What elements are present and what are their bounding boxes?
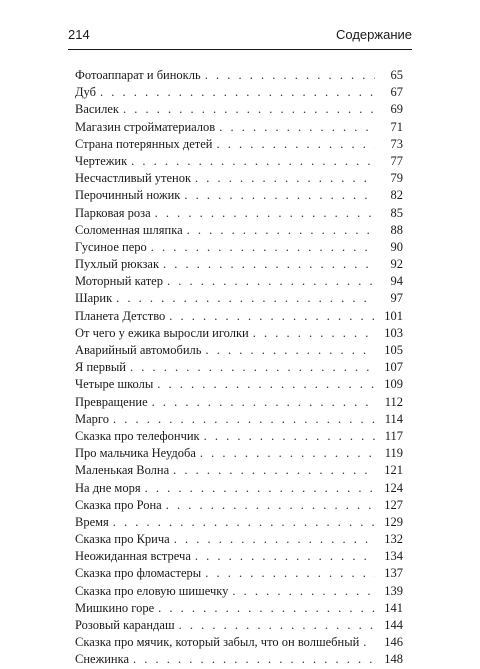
toc-entry <box>75 153 403 170</box>
toc-entry-title: Планета Детство <box>75 308 166 323</box>
dot-leader <box>152 394 375 411</box>
toc-entry <box>75 239 403 256</box>
toc-entry-page: 77 <box>390 153 403 168</box>
toc-entry <box>75 445 403 462</box>
toc-entry-page: 69 <box>390 102 403 117</box>
toc-entry-title: Дуб <box>75 85 96 100</box>
dot-leader <box>217 136 376 153</box>
toc-entry-title: От чего у ежика выросли иголки <box>75 325 249 340</box>
toc-entry-page: 139 <box>384 583 403 598</box>
toc-entry-page: 127 <box>384 497 403 512</box>
toc-entry-title: Парковая роза <box>75 205 151 220</box>
toc-entry <box>75 548 403 565</box>
toc-entry <box>75 462 403 479</box>
toc-entry-page: 121 <box>384 463 403 478</box>
toc-entry-title: Мишкино горе <box>75 600 155 615</box>
toc-entry-page: 134 <box>384 549 403 564</box>
toc-entry <box>75 480 403 497</box>
toc-entry-page: 92 <box>390 257 403 272</box>
toc-entry-page: 119 <box>384 446 403 461</box>
dot-leader <box>173 462 375 479</box>
toc-entry-page: 79 <box>390 171 403 186</box>
dot-leader <box>131 153 375 170</box>
toc-entry-title: Сказка про телефончик <box>75 428 200 443</box>
toc-entry <box>75 531 403 548</box>
toc-entry-page: 73 <box>390 136 403 151</box>
toc-entry-title: Несчастливый утенок <box>75 171 192 186</box>
dot-leader <box>157 376 375 393</box>
toc-entry <box>75 308 403 325</box>
dot-leader <box>169 308 375 325</box>
toc-entry <box>75 428 403 445</box>
dot-leader <box>113 411 375 428</box>
toc-entry-page: 144 <box>384 618 403 632</box>
toc-entry <box>75 497 403 514</box>
toc-entry-title: Шарик <box>75 291 113 306</box>
toc-entry <box>75 67 403 84</box>
toc-entry-page: 90 <box>390 239 403 254</box>
dot-leader <box>145 480 375 497</box>
toc-entry-title: Сказка про мячик, который забыл, что он волшебный <box>75 635 360 650</box>
page-header <box>68 27 412 45</box>
dot-leader <box>205 67 375 84</box>
toc-entry-page: 65 <box>390 68 403 82</box>
toc-entry-title: Розовый карандаш <box>75 618 175 632</box>
dot-leader <box>174 531 375 548</box>
toc-entry-title: Сказка про фломастеры <box>75 566 202 581</box>
toc-entry-title: Чертежик <box>75 153 128 168</box>
toc-entry-title: Сказка про Рона <box>75 497 162 512</box>
toc-entry <box>75 205 403 222</box>
toc-entry-page: 109 <box>384 377 403 392</box>
toc-entry-title: Перочинный ножик <box>75 188 181 203</box>
toc-entry-page: 148 <box>384 652 403 667</box>
dot-leader <box>113 514 375 531</box>
toc-entry-title: Сказка про Крича <box>75 532 170 547</box>
dot-leader <box>195 548 375 565</box>
toc-entry <box>75 651 403 668</box>
toc-entry <box>75 84 403 101</box>
toc-entry-page: 146 <box>384 635 403 650</box>
dot-leader <box>200 445 375 462</box>
toc-entry-title: Марго <box>75 411 109 426</box>
dot-leader <box>123 101 375 118</box>
toc-entry-page: 137 <box>384 566 403 581</box>
dot-leader <box>179 617 375 634</box>
toc-entry <box>75 222 403 239</box>
toc-entry-page: 114 <box>384 411 403 426</box>
toc-entry-title: Моторный катер <box>75 274 163 289</box>
toc-entry-page: 124 <box>384 480 403 495</box>
dot-leader <box>232 583 375 600</box>
toc-entry-page: 97 <box>390 291 403 306</box>
dot-leader <box>130 359 375 376</box>
toc-entry-page: 117 <box>384 428 403 443</box>
toc-entry <box>75 170 403 187</box>
toc-entry-title: Четыре школы <box>75 377 154 392</box>
toc-entry-title: Фотоаппарат и бинокль <box>75 68 201 82</box>
dot-leader <box>205 565 375 582</box>
toc-entry-title: Снежинка <box>75 652 130 667</box>
toc-entry <box>75 617 403 634</box>
table-of-contents <box>75 67 403 669</box>
toc-entry-page: 71 <box>390 119 403 134</box>
dot-leader <box>163 256 375 273</box>
toc-entry-page: 129 <box>384 514 403 529</box>
toc-entry-title: Василек <box>75 102 119 117</box>
toc-entry-title: Пухлый рюкзак <box>75 257 160 272</box>
toc-entry-title: Про мальчика Неудоба <box>75 446 196 461</box>
dot-leader <box>187 222 375 239</box>
dot-leader <box>151 239 375 256</box>
toc-entry <box>75 514 403 531</box>
page-number: 214 <box>68 27 90 42</box>
dot-leader <box>205 342 375 359</box>
toc-entry <box>75 600 403 617</box>
toc-entry-title: Магазин стройматериалов <box>75 119 216 134</box>
toc-entry <box>75 634 403 651</box>
toc-entry <box>75 565 403 582</box>
toc-entry-title: Гусиное перо <box>75 239 147 254</box>
section-title: Содержание <box>336 27 412 42</box>
dot-leader <box>116 290 375 307</box>
toc-entry-page: 85 <box>390 205 403 220</box>
dot-leader <box>166 497 375 514</box>
toc-entry-page: 132 <box>384 532 403 547</box>
dot-leader <box>253 325 375 342</box>
header-rule <box>68 49 412 50</box>
toc-entry <box>75 119 403 136</box>
dot-leader <box>155 205 375 222</box>
toc-entry <box>75 187 403 204</box>
dot-leader <box>167 273 375 290</box>
toc-entry-page: 141 <box>384 600 403 615</box>
toc-entry-page: 107 <box>384 360 403 375</box>
toc-entry <box>75 583 403 600</box>
toc-entry-title: Я первый <box>75 360 126 375</box>
toc-entry <box>75 342 403 359</box>
toc-entry <box>75 290 403 307</box>
toc-entry-page: 101 <box>384 308 403 323</box>
toc-entry <box>75 325 403 342</box>
toc-entry-page: 88 <box>390 222 403 237</box>
dot-leader <box>204 428 375 445</box>
toc-entry <box>75 359 403 376</box>
toc-entry <box>75 394 403 411</box>
dot-leader <box>158 600 375 617</box>
toc-entry-title: Сказка про еловую шишечку <box>75 583 229 598</box>
toc-entry <box>75 101 403 118</box>
dot-leader <box>195 170 375 187</box>
toc-entry <box>75 376 403 393</box>
toc-entry <box>75 256 403 273</box>
toc-entry-page: 103 <box>384 325 403 340</box>
toc-entry <box>75 273 403 290</box>
toc-entry-title: Неожиданная встреча <box>75 549 191 564</box>
dot-leader <box>219 119 375 136</box>
toc-entry-page: 112 <box>384 394 403 409</box>
toc-entry-title: На дне моря <box>75 480 141 495</box>
toc-entry-title: Страна потерянных детей <box>75 136 213 151</box>
dot-leader <box>100 84 375 101</box>
dot-leader <box>184 187 375 204</box>
toc-entry <box>75 411 403 428</box>
dot-leader <box>133 651 375 668</box>
toc-entry <box>75 136 403 153</box>
dot-leader <box>363 634 375 651</box>
toc-entry-page: 94 <box>390 274 403 289</box>
toc-entry-title: Соломенная шляпка <box>75 222 183 237</box>
toc-entry-title: Маленькая Волна <box>75 463 170 478</box>
toc-entry-page: 105 <box>384 343 403 357</box>
toc-entry-page: 67 <box>390 85 403 100</box>
toc-entry-title: Превращение <box>75 394 148 409</box>
toc-entry-page: 82 <box>390 188 403 203</box>
toc-entry-title: Аварийный автомобиль <box>75 343 202 357</box>
toc-entry-title: Время <box>75 514 109 529</box>
